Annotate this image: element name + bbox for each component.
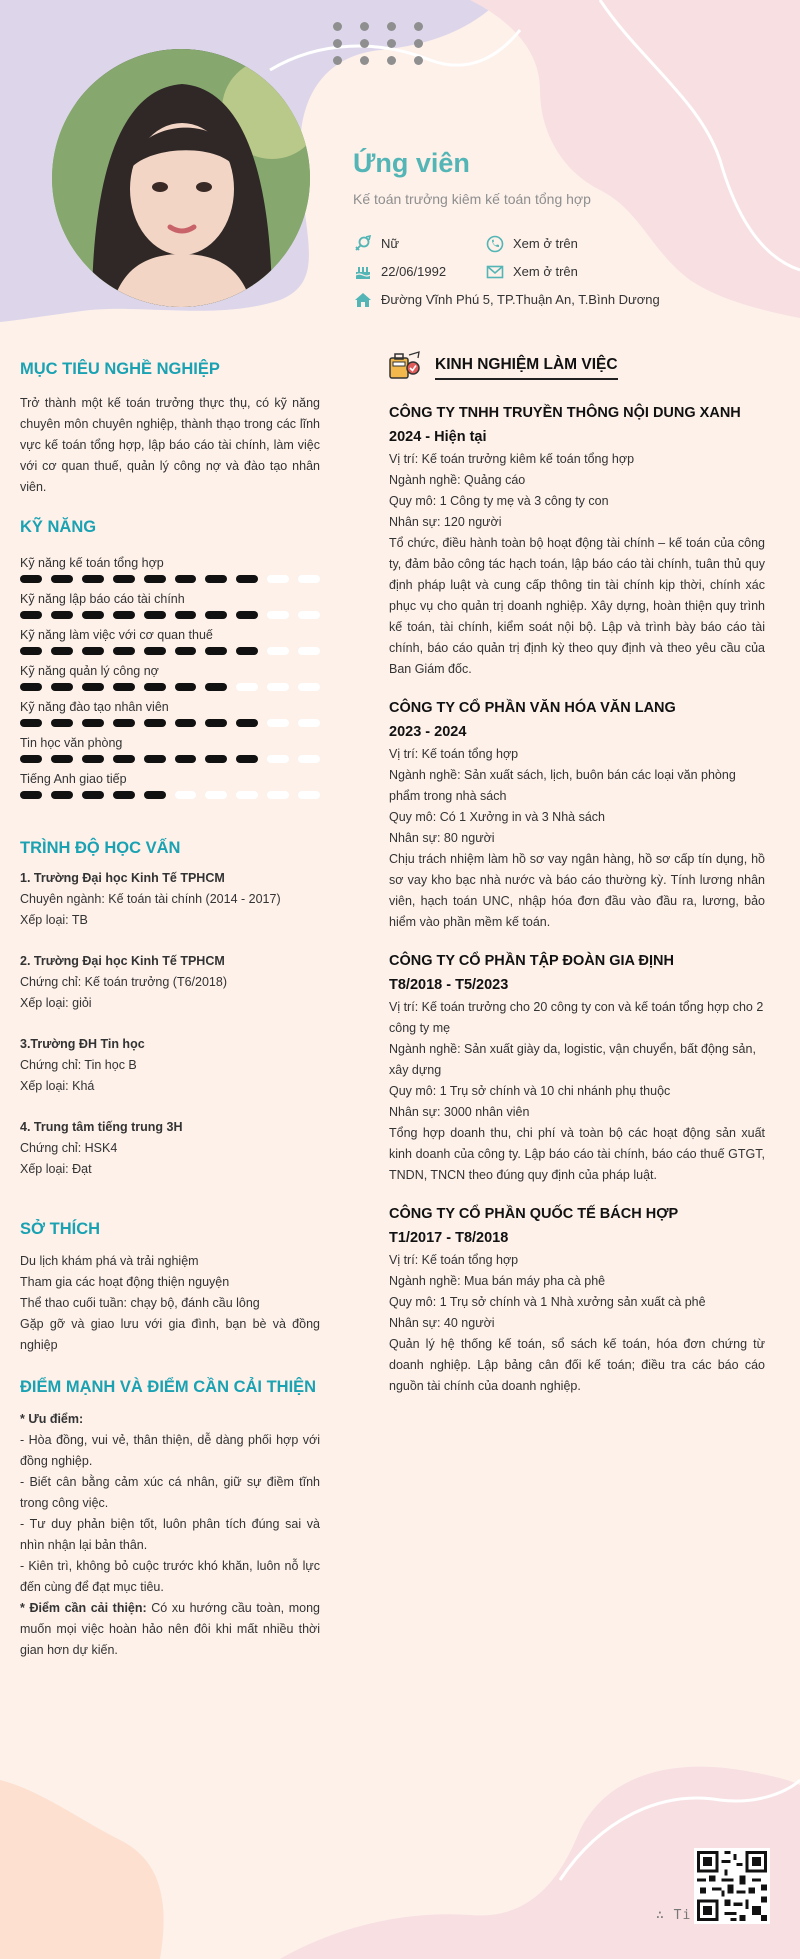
skill-level-segment [144,683,166,691]
skill-level-segment [205,575,227,583]
skill-level-segment [51,575,73,583]
cons-paragraph [20,1598,320,1661]
right-column [389,350,765,1397]
skill-level-segment [20,575,42,583]
job-description: Tổng hợp doanh thu, chi phí và toàn bộ các hoạt động sản xuất kinh doanh của công ty. Lập báo cáo tài chính, báo cáo thuế GTGT, TNDN, TNCN theo đúng quy định của pháp luật. [389,1126,765,1182]
skill-level-segment [236,719,258,727]
job-period: 2024 - Hiện tại [389,429,487,445]
skill-level-segment [175,647,197,655]
skill-level-segment [113,719,135,727]
skill-level-segment [113,647,135,655]
job-period: T8/2018 - T5/2023 [389,977,509,993]
skill-level-segment [175,755,197,763]
skill-level-segment [298,683,320,691]
hobbies-section [20,1220,320,1356]
education-school: 3.Trường ĐH Tin học [20,1037,145,1051]
contact-birthday [353,262,446,281]
avatar-photo [52,49,310,307]
education-grade: Xếp loại: Khá [20,1079,95,1093]
job-industry: Ngành nghề: Sản xuất sách, lịch, buôn bán các loại văn phòng phẩm trong nhà sách [389,768,736,803]
gender-value: Nữ [381,236,400,251]
home-icon [353,290,372,309]
skill-name: Tiếng Anh giao tiếp [20,772,127,786]
email-value: Xem ở trên [513,264,578,279]
job-description: Chịu trách nhiệm làm hồ sơ vay ngân hàng, hồ sơ cấp tín dụng, hồ sơ vay kho bạc nhà nước và báo cáo thường kỳ. Tính lương nhân viên, hạch toán UNC, nhập hóa đơn đầu vào đầu ra, lương, bảo hiểm vào phần mềm kế toán. [389,852,765,929]
phone-icon [485,234,504,253]
skill-level-segment [236,683,258,691]
skill-level-segment [175,575,197,583]
peach-blob-bottom [0,1780,164,1959]
hobby-item: Thể thao cuối tuần: chạy bộ, đánh cầu lông [20,1296,260,1310]
hobby-item: Tham gia các hoạt động thiện nguyện [20,1275,230,1289]
skill-level-segment [82,611,104,619]
skill-level-segment [113,611,135,619]
skill-level-segment [175,683,197,691]
skill-name: Kỹ năng kế toán tổng hợp [20,556,164,570]
skill-level-segment [236,647,258,655]
objective-section [20,360,320,498]
skill-level-segment [20,719,42,727]
education-school: 1. Trường Đại học Kinh Tế TPHCM [20,871,225,885]
candidate-position: Kế toán trưởng kiêm kế toán tổng hợp [353,191,591,207]
job-company: CÔNG TY CỔ PHẦN QUỐC TẾ BÁCH HỢP [389,1206,679,1222]
skill-level-segment [144,719,166,727]
job-item [389,949,765,1186]
skill-level-segment [267,611,289,619]
education-item [20,1117,320,1180]
skill-level-segment [205,719,227,727]
education-school: 2. Trường Đại học Kinh Tế TPHCM [20,954,225,968]
skill-level-bar [20,683,320,691]
skill-level-segment [20,683,42,691]
skill-name: Kỹ năng lập báo cáo tài chính [20,592,185,606]
contact-address [353,290,660,309]
skill-level-segment [51,755,73,763]
job-staff: Nhân sự: 80 người [389,831,495,845]
skill-level-segment [205,647,227,655]
job-item [389,1202,765,1397]
job-period: 2023 - 2024 [389,724,467,740]
candidate-name: Ứng viên [353,148,470,178]
birthday-cake-icon [353,262,372,281]
left-column [20,360,320,1661]
job-role: Vị trí: Kế toán tổng hợp [389,1253,519,1267]
skill-level-segment [113,755,135,763]
skill-level-segment [51,683,73,691]
skill-level-segment [82,683,104,691]
job-scale: Quy mô: Có 1 Xưởng in và 3 Nhà sách [389,810,605,824]
skill-level-segment [267,575,289,583]
job-industry: Ngành nghề: Quảng cáo [389,473,526,487]
skill-level-segment [267,791,289,799]
skill-level-segment [205,791,227,799]
education-grade: Xếp loại: giỏi [20,996,92,1010]
skill-level-segment [82,755,104,763]
objective-text: Trở thành một kế toán trưởng thực thụ, có kỹ năng chuyên môn chuyên nghiệp, thành thạo trong các lĩnh vực kế toán tổng hợp, lập báo cáo tài chính, làm việc với cơ quan thuế, quản lý công nợ và đào tạo nhân viên. [20,396,320,494]
job-company: CÔNG TY CỔ PHẦN TẬP ĐOÀN GIA ĐỊNH [389,953,674,969]
skill-item [20,699,320,727]
skill-level-segment [82,719,104,727]
strengths-section [20,1378,320,1661]
skill-level-segment [144,647,166,655]
watermark-text: ∴ Ti [656,1908,692,1923]
skill-level-segment [298,719,320,727]
skill-level-bar [20,575,320,583]
skill-level-segment [298,575,320,583]
job-period: T1/2017 - T8/2018 [389,1230,509,1246]
skill-level-segment [236,575,258,583]
job-item [389,401,765,680]
skill-level-bar [20,719,320,727]
pros-item: - Hòa đồng, vui vẻ, thân thiện, dễ dàng phối hợp với đồng nghiệp. [20,1433,320,1468]
skill-level-segment [236,611,258,619]
skill-item [20,735,320,763]
skill-level-segment [51,791,73,799]
briefcase-icon [389,350,421,385]
contact-gender [353,234,399,253]
skill-level-segment [113,575,135,583]
skill-level-segment [144,791,166,799]
skill-level-segment [236,791,258,799]
skill-item [20,591,320,619]
pros-item: - Tư duy phản biện tốt, luôn phân tích đúng sai và nhìn nhận lại bản thân. [20,1517,320,1552]
skill-level-segment [175,719,197,727]
job-staff: Nhân sự: 120 người [389,515,502,529]
gender-icon [353,234,372,253]
job-company: CÔNG TY CỔ PHẦN VĂN HÓA VĂN LANG [389,700,676,716]
skill-level-segment [267,719,289,727]
skill-level-segment [298,647,320,655]
skill-level-segment [267,647,289,655]
address-value: Đường Vĩnh Phú 5, TP.Thuận An, T.Bình Dương [381,292,660,307]
job-role: Vị trí: Kế toán tổng hợp [389,747,519,761]
skill-level-segment [20,647,42,655]
skill-level-segment [236,755,258,763]
phone-value: Xem ở trên [513,236,578,251]
job-company: CÔNG TY TNHH TRUYỀN THÔNG NỘI DUNG XANH [389,405,741,421]
skill-item [20,555,320,583]
education-detail: Chứng chỉ: HSK4 [20,1141,118,1155]
skill-level-segment [175,791,197,799]
skills-list [20,555,320,799]
skill-level-segment [298,791,320,799]
cons-text: Có xu hướng cầu toàn, mong muốn mọi việc hoàn hảo nên đôi khi mất nhiều thời gian hơn dự kiến. [20,1601,320,1657]
job-industry: Ngành nghề: Sản xuất giày da, logistic, vận chuyển, bất động sản, xây dựng [389,1042,756,1077]
decorative-dots [333,22,425,72]
job-staff: Nhân sự: 40 người [389,1316,495,1330]
skill-level-segment [20,791,42,799]
education-item [20,868,320,931]
skill-level-segment [267,755,289,763]
objective-title: MỤC TIÊU NGHỀ NGHIỆP [20,360,220,378]
job-role: Vị trí: Kế toán trưởng cho 20 công ty con và kế toán tổng hợp cho 2 công ty mẹ [389,1000,764,1035]
education-detail: Chứng chỉ: Kế toán trưởng (T6/2018) [20,975,227,989]
skill-level-segment [113,683,135,691]
email-icon [485,262,504,281]
skill-level-segment [51,611,73,619]
contact-email [485,262,578,281]
skill-name: Tin học văn phòng [20,736,123,750]
job-industry: Ngành nghề: Mua bán máy pha cà phê [389,1274,606,1288]
education-item [20,951,320,1014]
skill-item [20,771,320,799]
contact-phone [485,234,578,253]
hobby-item: Gặp gỡ và giao lưu với gia đình, bạn bè và đồng nghiệp [20,1317,320,1352]
skill-item [20,627,320,655]
pros-item: - Kiên trì, không bỏ cuộc trước khó khăn, luôn nỗ lực đến cùng để đạt mục tiêu. [20,1559,320,1594]
skill-level-segment [82,791,104,799]
hobby-item: Du lịch khám phá và trải nghiệm [20,1254,199,1268]
job-description: Quản lý hệ thống kế toán, sổ sách kế toán, hóa đơn chứng từ doanh nghiệp. Lập bảng cân đối kế toán; điều tra các báo cáo nguồn tài chính của doanh nghiệp. [389,1337,765,1393]
job-item [389,696,765,933]
skill-level-segment [175,611,197,619]
skill-level-segment [267,683,289,691]
job-description: Tổ chức, điều hành toàn bộ hoạt động tài chính – kế toán của công ty, đảm bảo công tác hạch toán, lập báo cáo tài chính, tuân thủ quy định pháp luật và cung cấp thông tin tài chính kịp thời, chính xác phục vụ cho quản trị doanh nghiệp. Xây dựng, hoàn thiện quy trình kế toán, tài chính, kiểm soát nội bộ. Lập và trình bày báo cáo tài chính, báo cáo quản trị định kỳ theo quy định và theo yêu cầu của Ban Giám đốc. [389,536,765,676]
education-title: TRÌNH ĐỘ HỌC VẤN [20,839,181,857]
hobbies-title: SỞ THÍCH [20,1220,101,1238]
job-scale: Quy mô: 1 Trụ sở chính và 10 chi nhánh phụ thuộc [389,1084,671,1098]
skill-name: Kỹ năng quản lý công nợ [20,664,159,678]
cons-label: * Điểm cần cải thiện: [20,1601,147,1615]
education-grade: Xếp loại: Đạt [20,1162,92,1176]
education-section [20,839,320,1180]
job-scale: Quy mô: 1 Công ty mẹ và 3 công ty con [389,494,609,508]
skill-level-segment [20,611,42,619]
skill-level-segment [144,575,166,583]
skill-level-bar [20,755,320,763]
skill-level-segment [205,755,227,763]
skill-level-segment [51,647,73,655]
skill-item [20,663,320,691]
education-detail: Chứng chỉ: Tin học B [20,1058,137,1072]
skill-level-segment [298,755,320,763]
job-staff: Nhân sự: 3000 nhân viên [389,1105,530,1119]
skill-level-segment [20,755,42,763]
job-scale: Quy mô: 1 Trụ sở chính và 1 Nhà xưởng sản xuất cà phê [389,1295,706,1309]
skill-level-bar [20,791,320,799]
skill-level-segment [205,611,227,619]
skill-name: Kỹ năng làm việc với cơ quan thuế [20,628,213,642]
experience-title: KINH NGHIỆM LÀM VIỆC [435,356,618,380]
skill-level-bar [20,611,320,619]
skill-level-segment [82,647,104,655]
education-school: 4. Trung tâm tiếng trung 3H [20,1120,183,1134]
qr-code [694,1848,770,1924]
experience-header [389,350,765,385]
skills-section [20,518,320,799]
skills-title: KỸ NĂNG [20,518,97,536]
strengths-title: ĐIỂM MẠNH VÀ ĐIỂM CẦN CẢI THIỆN [20,1378,317,1396]
pros-item: - Biết cân bằng cảm xúc cá nhân, giữ sự điềm tĩnh trong công việc. [20,1475,320,1510]
education-item [20,1034,320,1097]
skill-level-segment [205,683,227,691]
skill-level-segment [82,575,104,583]
education-detail: Chuyên ngành: Kế toán tài chính (2014 - 2017) [20,892,281,906]
skill-name: Kỹ năng đào tạo nhân viên [20,700,169,714]
skill-level-segment [144,755,166,763]
pros-label: * Ưu điểm: [20,1412,84,1426]
skill-level-bar [20,647,320,655]
skill-level-segment [51,719,73,727]
education-grade: Xếp loại: TB [20,913,88,927]
job-role: Vị trí: Kế toán trưởng kiêm kế toán tổng hợp [389,452,635,466]
skill-level-segment [298,611,320,619]
birthday-value: 22/06/1992 [381,264,447,279]
skill-level-segment [113,791,135,799]
profile-header [353,146,783,207]
skill-level-segment [144,611,166,619]
